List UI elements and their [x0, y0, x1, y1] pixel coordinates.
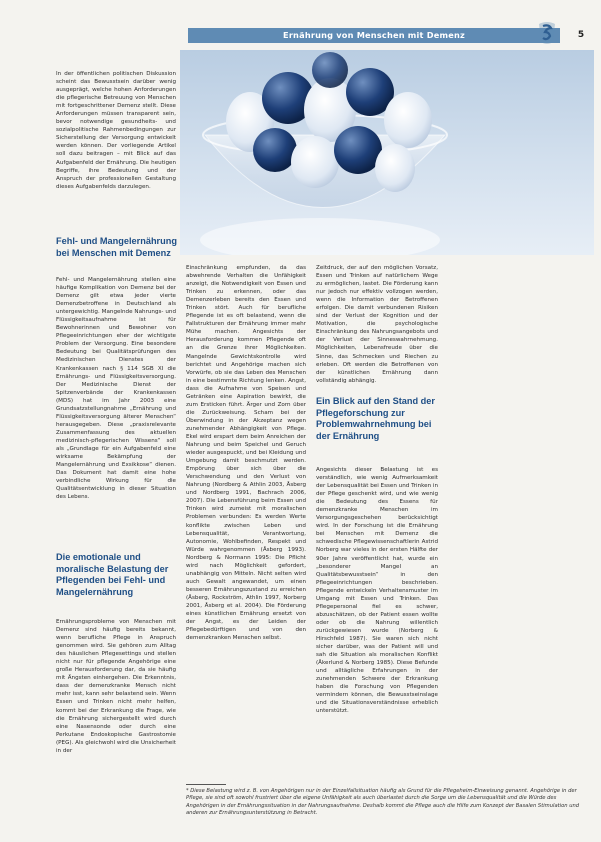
column-three-top — [316, 264, 438, 384]
malnutrition-paragraph — [56, 276, 176, 544]
column-two-text — [186, 264, 306, 778]
publisher-logo-icon — [535, 20, 559, 46]
malnutrition-text: Fehl- und Mangelernährung stellen eine häufige Komplikation von Demenz bei der Demenz gilt etwa jeder vierte Demenzbetroffene in Deutschland als untergewichtig. Mangelnde Nahrungs- und Flüssigkeitsaufnahme ist für Bewohnerinnen und Bewohner von Pflegeeinrichtungen eher der wichtigste Problem der Versorgung. Eine besondere Bedeutung bei Qualitätsprüfungen des Medizinischen Dienstes der Krankenkassen nach § 114 SGB XI die Ernährungs- und Flüssigkeitsversorgung. Der Medizinische Dienst der Spitzenverbände der Krankenkassen (MDS) hat im Jahr 2003 eine Grundsatzstellungnahme „Ernährung und Flüssigkeitsversorgung älterer Menschen“ herausgegeben. Diese „praxisrelevante Zusammenfassung des aktuellen medizinisch-pflegerischen Wissens“ soll als „Grundlage für ein Aufgabenfeld eine wirksame Bekämpfung der Mangelernährung und Exsikkose“ dienen. Das Dokument hat damit eine hohe verbindliche Wirkung für die Qualitätsentwicklung in dieser Situation des Lebens. — [56, 277, 176, 501]
intro-paragraph — [56, 70, 176, 232]
column-two-paragraph: Einschränkung empfunden, da das abwehrende Verhalten die Unfähigkeit anzeigt, die Notwendigkeit von Essen und Trinken zu erkennen, oder das Demenzerleben bereits den Essen und Trinken stört. Auch für berufliche Pflegende ist es oft belastend, wenn die Fallstrukturen der Ernährung immer mehr Mühe machen. Angesichts der Herausforderung kommen Pflegende oft an die Grenze ihrer Möglichkeiten. Mangelnde Gewichtskontrolle wird berichtet und Angehörige machen sich Vorwürfe, ob sie das Leben des Menschen in eine bestimmte Richtung lenken. Angst, dass die Aufnahme von Speisen und Getränken eine Aspiration bewirkt, die zum Ersticken führt. Ärger und Zorn über die Zurückweisung. Scham bei der Überwindung in der Akzeptanz wegen zunehmender Abhängigkeit von Pflege. Ekel wird erspart dem beim Anreichen der Nahrung und beim Speichel und Geruch wieder ausgespuckt, und bei Kleidung und Umgebung damit beschmutzt werden. Empörung über sich über die Verschwendung und den Verlust von Nahrung (Nordberg & Athlin 2003, Åsberg und Nordberg 1991, Bachrach 2006, 2007). Die Lebensführung beim Essen und Trinken wird zumeist mit moralischen Problemen verbunden: Es werden Werte konflikte zwischen Leben und Lebensqualität, Verantwortung, Autonomie, Wohlbefinden, Respekt und Würde wahrgenommen (Åsberg 1993). Nordberg & Normann 1995: Die Pflicht wird nach Möglichkeit gefordert, unabhängig von Mitteln. Nicht selten wird auch Gewalt angewandet, um einen besseren Ernährungszustand zu erreichen (Åsberg, Rockström, Athlin 1997, Norberg 2001, Åsberg et al. 2004). Die Förderung eines künstlichen Ernährung ersetzt von der Angst, es der Leiden der Pflegebedürftigen und von den demenzkranken Menschen selbst. — [186, 265, 306, 642]
research-paragraph — [316, 466, 438, 778]
column-three-top-text: Zeitdruck, der auf den möglichen Vorsatz, Essen und Trinken auf natürlichem Wege zu ermöglichen, lastet. Die Förderung kann nur jedoch nur effektiv vollzogen werden, wenn die Information der Betroffenen erfolgen. Die damit verbundenen Risiken sind der Verlust der Kognition und der Motivation, die psychologische Einschränkung des Nahrungsangebots und der Verlust der Sinneswahrnehmung. Möglichkeiten, Lebensfreude über die Sinne, das Schmecken und Riechen zu erleben. Oft werden die Betroffenen von der künstlichen Ernährung dann vollständig abhängig. — [316, 265, 438, 384]
fruit-bowl-photo — [180, 50, 594, 255]
footnote-rule — [186, 784, 226, 785]
intro-text: In der öffentlichen politischen Diskussion scheint das Bewusstsein darüber wenig ausgeprägt, welche hohen Anforderungen die pflegerische Betreuung von Menschen mit fortgeschrittener Demenz stellt. Diese Anforderungen müssen transparent sein, bevor notwendige gesundheits- und sozialpolitische Rahmenbedingungen zur Sicherstellung der Versorgung entwickelt werden können. Der vorliegende Artikel soll dazu beitragen – mit Blick auf das Aufgabenfeld der Ernährung. Die heutigen Begriffe, ihre Bedeutung und der Anspruch der professionellen Gestaltung dieses Aufgabenfelds darzulegen. — [56, 71, 176, 190]
burden-text: Ernährungsprobleme von Menschen mit Demenz sind häufig bereits bekannt, wenn berufliche Pflege in Anspruch genommen wird. Sie gehören zum Alltag des häuslichen Pflegesettings und stellen nicht nur für pflegende Angehörige eine große Herausforderung dar, da sie häufig mit Ängsten einhergehen. Die Erkenntnis, dass der demenzkranke Mensch nicht mehr isst, kann sehr belastend sein. Wenn Essen und Trinken nicht mehr helfen, kommt bei der Erkrankung die Frage, wie die Ernährung sichergestellt wird durch eine Nasensonde oder durch eine Perkutane Endoskopische Gastrostomie (PEG). Als gleichwohl wird die Unsicherheit in der — [56, 619, 176, 754]
page-number: 5 — [577, 30, 585, 40]
research-text: Angesichts dieser Belastung ist es verständlich, wie wenig Aufmerksamkeit der Lebensqualität bei Essen und Trinken in der Pflege geschenkt wird, und wie wenig die Bedeutung des Essens für demenzkranke Menschen im Versorgungsgeschehen berücksichtigt wird. In der Forschung ist die Ernährung bei Menschen mit Demenz die schwedische Pflegewissenschaftlerin Astrid Norberg war vieles in der ersten Hälfte der 90er Jahre veröffentlicht hat, wurde ein „besonderer Mangel an Qualitätsbewusstsein“ in den Pflegeeinrichtungen beschrieben. Pflegende entwickeln Verhaltensmuster im Umgang mit Essen und Trinken. Das Pflegepersonal fiel es schwer, abzuschätzen, ob der Patient essen wollte oder ob die Nahrung willentlich zurückgewiesen wurde (Norberg & Hirschfeld 1987). Sie waren sich nicht sicher darüber, was der Patient will und sah die Situation als moralischen Konflikt (Åkerlund & Norberg 1985). Diese Befunde und alltägliche Erfahrungen in der zunehmenden Schwere der Erkrankung haben die Forschung von Pflegenden vermindern können, die Bewusstseinslage und die Situationsverständnisse erheblich unterstützt. — [316, 467, 438, 715]
footnote: * Diese Belastung wird z. B. von Angehörigen nur in der Einzelfallsituation häufig als Grund für die Pflegeheim-Einweisung genannt. Angehörige in der Pflege, sie sind oft sowohl frustriert über die eigene Unfähigkeit als auch überlastet durch die Sorge um die Lebensqualität und die Würde des Angehörigen in der Ernährungssituation in der Nahrungsaufnahme. Deshalb kommt die Pflege auch die Hilfe zum Konzept der Basalen Stimulation und anderen zur Ernährungsunterstützung in Betracht. — [186, 788, 580, 817]
burden-paragraph — [56, 618, 176, 786]
header-title: Ernährung von Menschen mit Demenz — [283, 30, 465, 40]
heading-emotionale-belastung: Die emotionale und moralische Belastung der Pflegenden bei Fehl- und Mangelernährung — [56, 552, 169, 597]
heading-pflegeforschung: Ein Blick auf den Stand der Pflegeforschung zur Problemwahrnehmung bei der Ernährung — [316, 396, 435, 441]
heading-fehl-mangelernaehrung: Fehl- und Mangelernährung bei Menschen mit Demenz — [56, 236, 177, 258]
